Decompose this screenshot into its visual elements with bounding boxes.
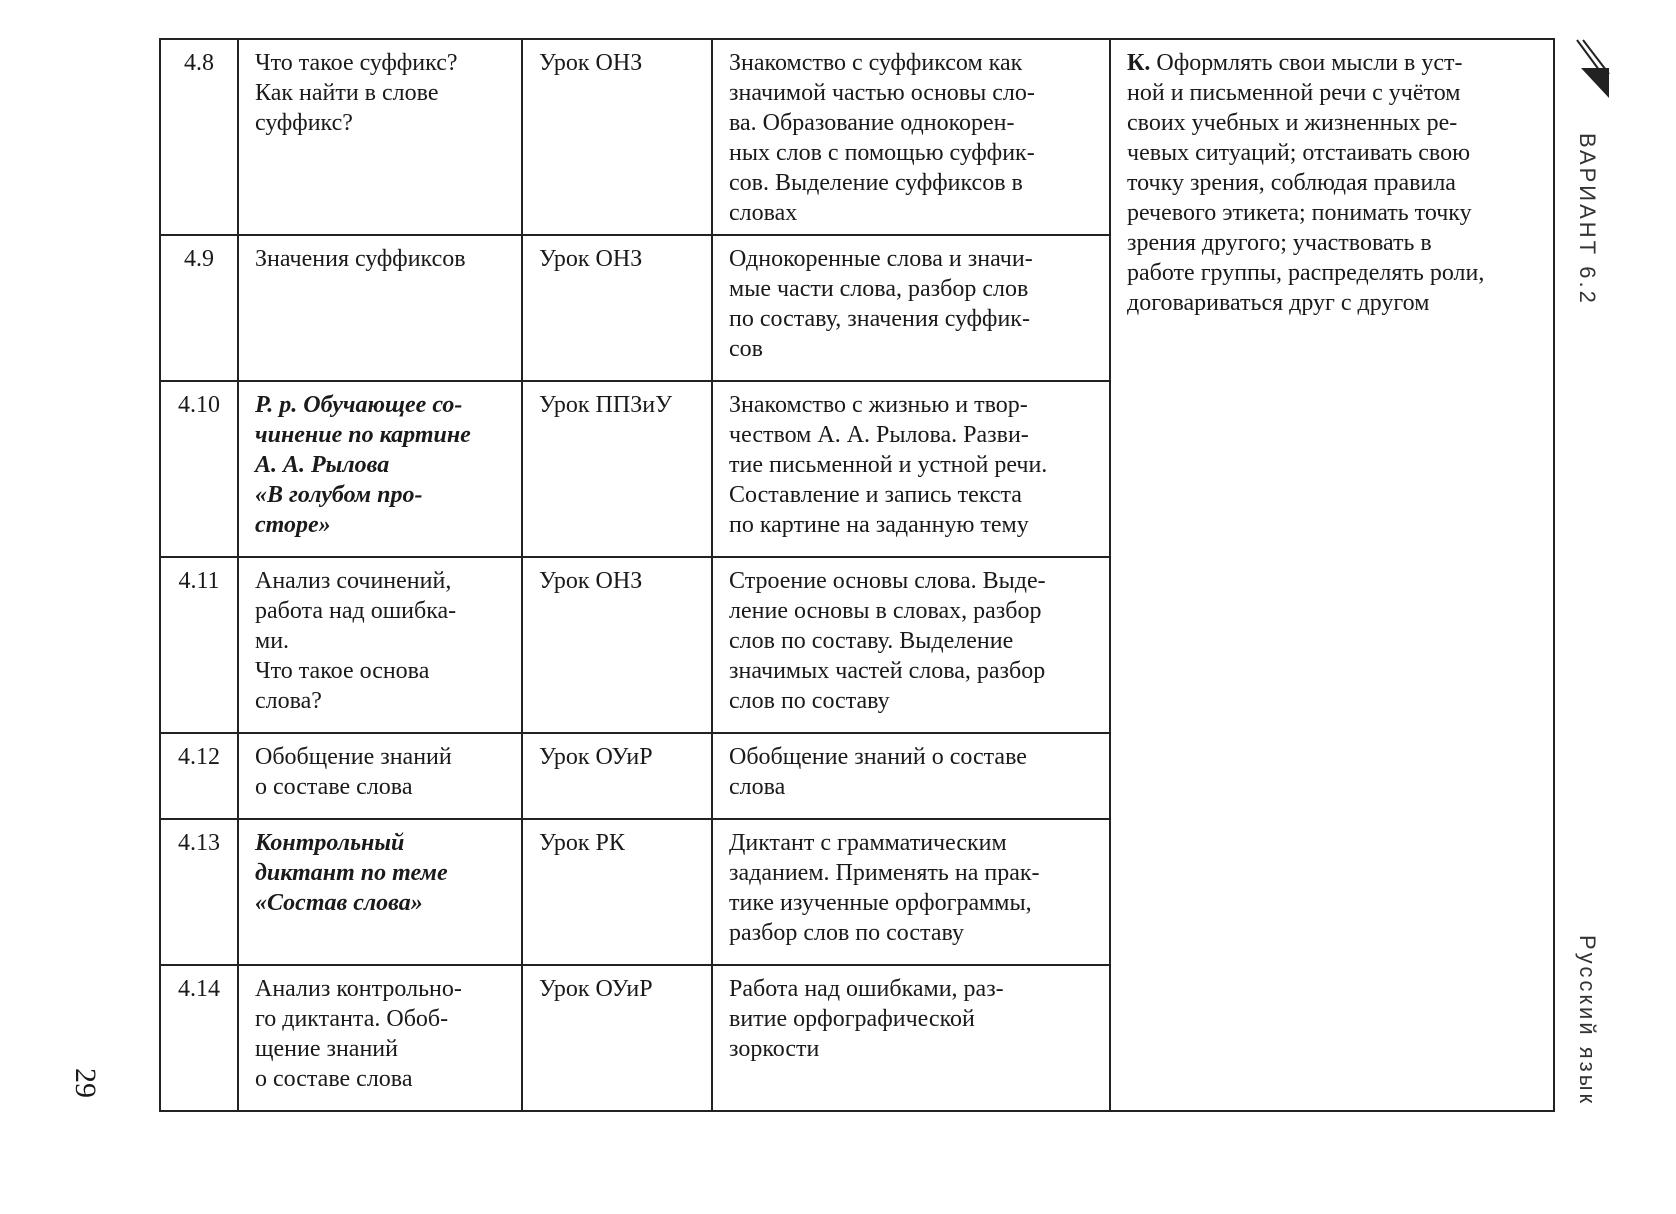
- skills-cell: [1110, 39, 1554, 1111]
- lesson-type: Урок ОУиР: [522, 965, 712, 1111]
- running-header-variant: ВАРИАНТ 6.2: [1575, 133, 1600, 306]
- lesson-topic: Обобщение знаний о составе слова: [238, 733, 522, 819]
- lesson-content: Знакомство с жизнью и твор- чеством А. А. Рылова. Разви- тие письменной и устной речи. Составление и запись текста по картине на заданную тему: [712, 381, 1110, 557]
- running-header-subject: Русский язык: [1575, 935, 1600, 1107]
- lesson-plan-table: [159, 38, 1555, 1112]
- lesson-topic: Анализ сочинений, работа над ошибка- ми. Что такое основа слова?: [238, 557, 522, 733]
- lesson-type: Урок ОНЗ: [522, 557, 712, 733]
- lesson-content: Знакомство с суффиксом как значимой частью основы сло- ва. Образование однокорен- ных слов с помощью суффик- сов. Выделение суффиксов в словах: [712, 39, 1110, 235]
- lesson-number: 4.10: [160, 381, 238, 557]
- page-number: 29: [69, 1068, 102, 1098]
- lesson-content: Однокоренные слова и значи- мые части слова, разбор слов по составу, значения суффик- сов: [712, 235, 1110, 381]
- lesson-topic: Контрольный диктант по теме «Состав слова»: [238, 819, 522, 965]
- lesson-number: 4.12: [160, 733, 238, 819]
- skills-text: Оформлять свои мысли в уст- ной и письменной речи с учётом своих учебных и жизненных ре- чевых ситуаций; отстаивать свою точку зрения, соблюдая правила речевого этикета; понимать точку зрения другого; участвовать в работе группы, распределять роли, договариваться друг с другом: [1127, 50, 1485, 316]
- lesson-type: Урок ОНЗ: [522, 39, 712, 235]
- lesson-type: Урок ОУиР: [522, 733, 712, 819]
- lesson-number: 4.11: [160, 557, 238, 733]
- lesson-content: Диктант с грамматическим заданием. Применять на прак- тике изученные орфограммы, разбор слов по составу: [712, 819, 1110, 965]
- lesson-number: 4.8: [160, 39, 238, 235]
- lesson-content: Обобщение знаний о составе слова: [712, 733, 1110, 819]
- lesson-type: Урок РК: [522, 819, 712, 965]
- lesson-topic: Значения суффиксов: [238, 235, 522, 381]
- skills-prefix: К.: [1127, 50, 1151, 76]
- lesson-content: Строение основы слова. Выде- ление основы в словах, разбор слов по составу. Выделение значимых частей слова, разбор слов по составу: [712, 557, 1110, 733]
- lesson-type: Урок ОНЗ: [522, 235, 712, 381]
- lesson-topic: Что такое суффикс? Как найти в слове суффикс?: [238, 39, 522, 235]
- lesson-number: 4.13: [160, 819, 238, 965]
- lesson-topic: Р. р. Обучающее со- чинение по картине А. А. Рылова «В голубом про- сторе»: [238, 381, 522, 557]
- table-row: [160, 39, 1554, 235]
- lesson-topic: Анализ контрольно- го диктанта. Обоб- щение знаний о составе слова: [238, 965, 522, 1111]
- corner-ornament-icon: [1575, 38, 1611, 108]
- lesson-number: 4.9: [160, 235, 238, 381]
- lesson-type: Урок ППЗиУ: [522, 381, 712, 557]
- lesson-number: 4.14: [160, 965, 238, 1111]
- lesson-content: Работа над ошибками, раз- витие орфографической зоркости: [712, 965, 1110, 1111]
